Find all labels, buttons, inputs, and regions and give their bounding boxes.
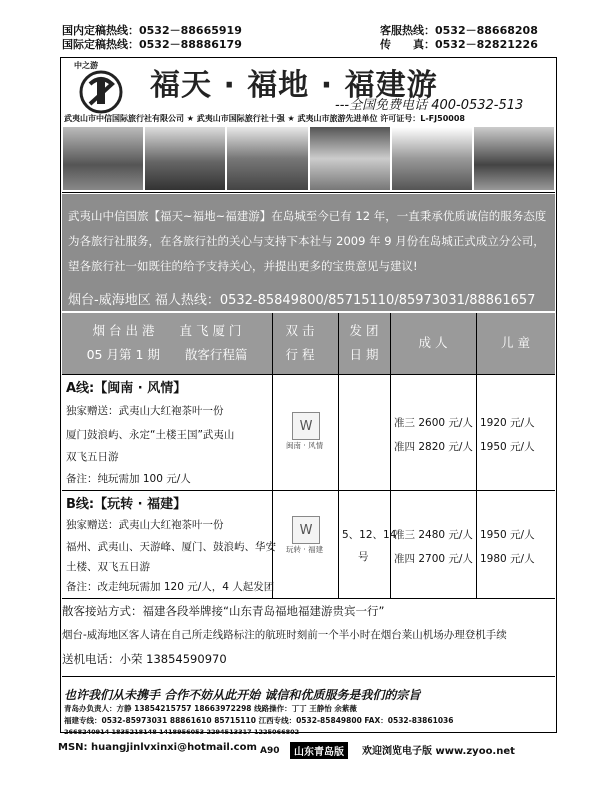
- section-divider: [62, 676, 555, 677]
- route-a-note: 备注：纯玩需加 100 元/人: [66, 473, 191, 485]
- route-b-gift: 独家赠送：武夷山大红袍茶叶一份: [66, 519, 224, 531]
- col-divider: [390, 313, 391, 598]
- col-divider: [476, 313, 477, 598]
- edition-badge: 山东青岛版: [290, 742, 348, 759]
- contacts-row-3: 2668240914 1835218148 1418956053 2294513317 1225066802: [64, 728, 300, 736]
- col-divider: [338, 313, 339, 598]
- driver-phone: 送机电话：小荣 13854590970: [62, 652, 227, 666]
- header-route-1: 双 击: [285, 323, 315, 338]
- route-b-dates: 5、12、14: [342, 529, 397, 541]
- word-document-icon[interactable]: W: [292, 412, 320, 440]
- table-header: [62, 313, 555, 374]
- route-b-spots-2: 土楼、双飞五日游: [66, 561, 150, 573]
- header-child: 儿 童: [501, 335, 530, 350]
- route-b-title: B线:【玩转 · 福建】: [66, 497, 187, 512]
- route-a-days: 双飞五日游: [66, 451, 119, 463]
- route-b-note: 备注：改走纯玩需加 120 元/人，4 人起发团: [66, 581, 275, 593]
- route-a-child-2: 1950 元/人: [480, 441, 535, 453]
- contacts-row-2: 福建专线：0532-85973031 88861610 85715110 江西专线：0532-85849800 FAX：0532-83861036: [64, 716, 454, 725]
- banner-title: 福天 · 福地 · 福建游: [150, 68, 438, 103]
- header-date-2: 日 期: [349, 347, 379, 362]
- route-b-icon-label: 玩转 · 福建: [286, 545, 324, 554]
- mountain-photo: [145, 127, 225, 190]
- header-adult: 成 人: [418, 335, 448, 350]
- contacts-row-1: 青岛办负责人：方静 13854215757 18663972298 线路操作：丁丁 王静怡 余紫薇: [64, 704, 357, 713]
- route-a-icon-label: 闽南 · 风情: [286, 441, 324, 450]
- logo: [68, 64, 134, 114]
- row-divider: [62, 598, 555, 599]
- word-document-icon[interactable]: W: [292, 516, 320, 544]
- header-route-2: 行 程: [285, 347, 315, 362]
- route-b-adult-4star: 准四 2700 元/人: [394, 553, 473, 565]
- logo-text: 中之游: [74, 61, 98, 70]
- header-issue: 05 月第 1 期 散客行程篇: [86, 347, 248, 362]
- company-slogan: 武夷山市中信国际旅行社有限公司 ★ 武夷山市国际旅行社十强 ★ 武夷山市旅游先进单位 许可证号：L-FJ50008: [64, 114, 465, 123]
- scenery-photos: [63, 127, 554, 190]
- service-hotline: 客服热线：0532－88668208: [380, 24, 538, 37]
- motto: 也许我们从未携手 合作不妨从此开始 诚信和优质服务是我们的宗旨: [64, 688, 421, 702]
- intro-text: 武夷山中信国旅【福天~福地~福建游】在岛城至今已有 12 年，一直秉承优质诚信的服务态度为各旅行社服务，在各旅行社的关心与支持下本社与 2009 年 9 月份在岛城正式成立分公司，望各旅行社一如既往的给予支持关心，并提出更多的宝贵意见与建议!: [68, 209, 547, 273]
- route-a-child-1: 1920 元/人: [480, 417, 535, 429]
- yantai-note: 烟台-威海地区客人请在自己所走线路标注的航班时刻前一个半小时在烟台莱山机场办理登机手续: [62, 629, 507, 641]
- statue-photo: [310, 127, 390, 190]
- msn-contact: MSN: huangjinlvxinxi@hotmail.com: [58, 742, 257, 753]
- route-b-dates-suffix: 号: [358, 551, 369, 563]
- header-date-1: 发 团: [349, 323, 379, 338]
- route-b-child-2: 1980 元/人: [480, 553, 535, 565]
- row-divider: [62, 374, 555, 375]
- river-photo: [227, 127, 307, 190]
- route-b-child-1: 1950 元/人: [480, 529, 535, 541]
- international-hotline: 国际定稿热线：0532－88886179: [62, 38, 242, 51]
- free-hotline: ---全国免费电话 400-0532-513: [335, 98, 524, 113]
- route-a-spots: 厦门鼓浪屿、永定“土楼王国”武夷山: [66, 429, 235, 441]
- route-a-adult-4star: 准四 2820 元/人: [394, 441, 473, 453]
- yantai-hotline: 烟台-威海地区 福人热线：0532-85849800/85715110/85973031/88861657: [68, 293, 536, 308]
- row-divider: [62, 490, 555, 491]
- domestic-hotline: 国内定稿热线：0532－88665919: [62, 24, 242, 37]
- website-link[interactable]: 欢迎浏览电子版 www.zyoo.net: [362, 746, 515, 757]
- route-a-gift: 独家赠送：武夷山大红袍茶叶一份: [66, 405, 224, 417]
- rock-photo: [474, 127, 554, 190]
- route-b-adult-3star: 准三 2480 元/人: [394, 529, 473, 541]
- route-b-spots: 福州、武夷山、天游峰、厦门、鼓浪屿、华安: [66, 541, 276, 553]
- route-a-adult-3star: 准三 2600 元/人: [394, 417, 473, 429]
- page-number: A90: [260, 746, 280, 756]
- route-a-title: A线:【闽南 · 风情】: [66, 381, 187, 396]
- peaks-photo: [392, 127, 472, 190]
- header-departure: 烟 台 出 港 直 飞 厦 门: [92, 323, 242, 338]
- pickup-note: 散客接站方式：福建各段举牌接“山东青岛福地福建游贵宾一行”: [62, 604, 385, 618]
- tulou-photo: [63, 127, 143, 190]
- fax-number: 传 真：0532－82821226: [380, 38, 538, 51]
